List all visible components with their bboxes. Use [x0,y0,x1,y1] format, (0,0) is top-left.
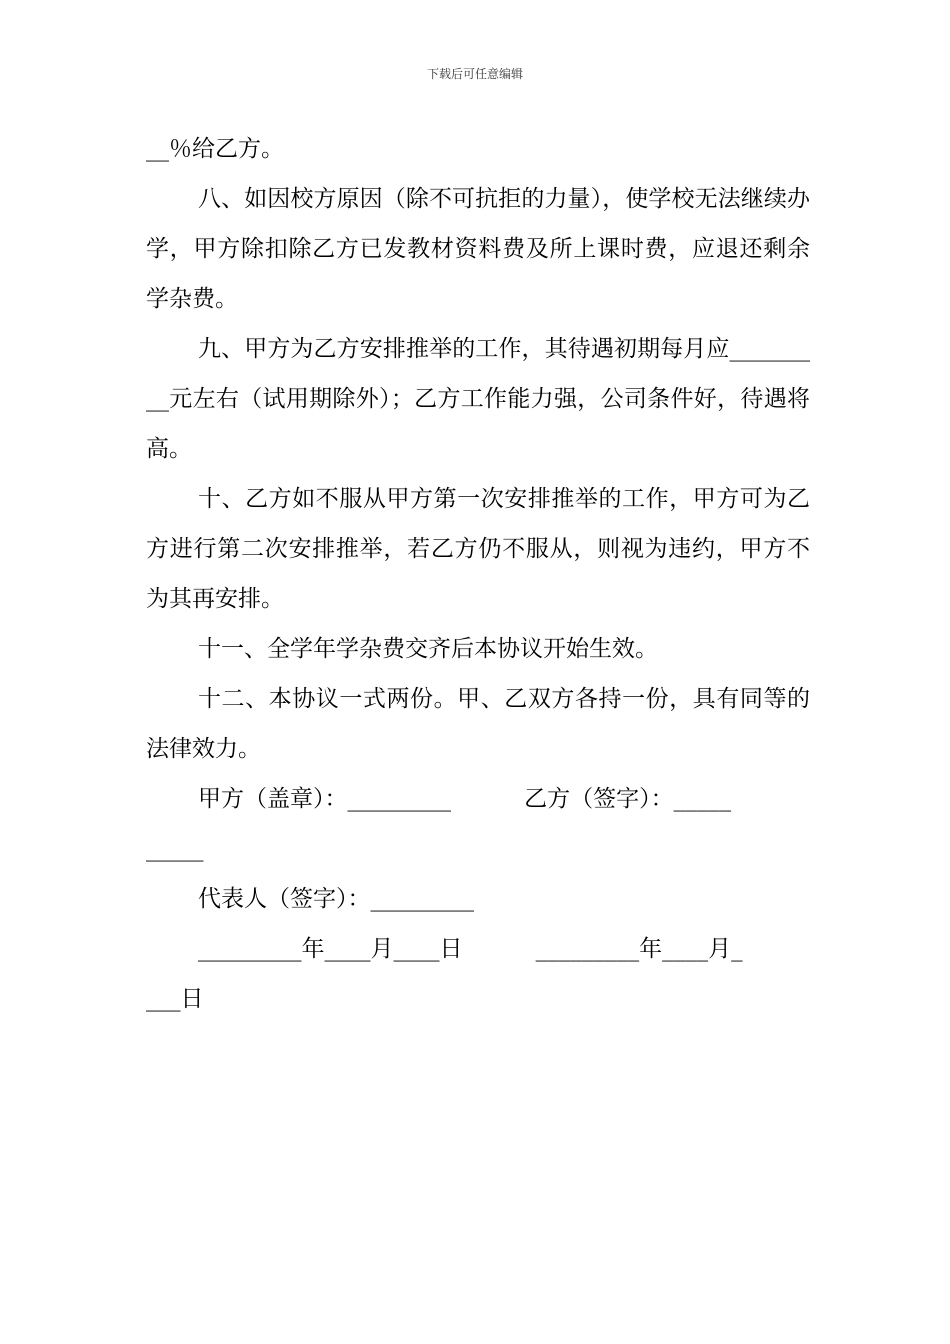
document-body [146,124,810,1024]
clause-10: 十、乙方如不服从甲方第一次安排推举的工作，甲方可为乙方进行第二次安排推举，若乙方仍不服从，则视为违约，甲方不为其再安排。 [146,486,810,612]
party-signature-line: 甲方（盖章）：_________ 乙方（签字）：_____ [198,786,732,812]
clause-9: 九、甲方为乙方安排推举的工作，其待遇初期每月应_________元左右（试用期除外）；乙方工作能力强，公司条件好，待遇将高。 [146,336,810,462]
date-line-continuation: ___日 [146,986,204,1012]
clause-12: 十二、本协议一式两份。甲、乙双方各持一份，具有同等的法律效力。 [146,686,810,762]
date-line: _________年____月____日 _________年____月_ [198,936,743,962]
party-signature-line-continuation: _____ [146,836,204,862]
page-header: 下载后可任意编辑 [426,67,523,81]
clause-11: 十一、全学年学杂费交齐后本协议开始生效。 [198,636,658,662]
representative-signature-line: 代表人（签字）：_________ [198,886,474,912]
paragraph-continuation: __％给乙方。 [146,136,284,162]
clause-8: 八、如因校方原因（除不可抗拒的力量），使学校无法继续办学，甲方除扣除乙方已发教材资料费及所上课时费，应退还剩余学杂费。 [146,186,810,312]
